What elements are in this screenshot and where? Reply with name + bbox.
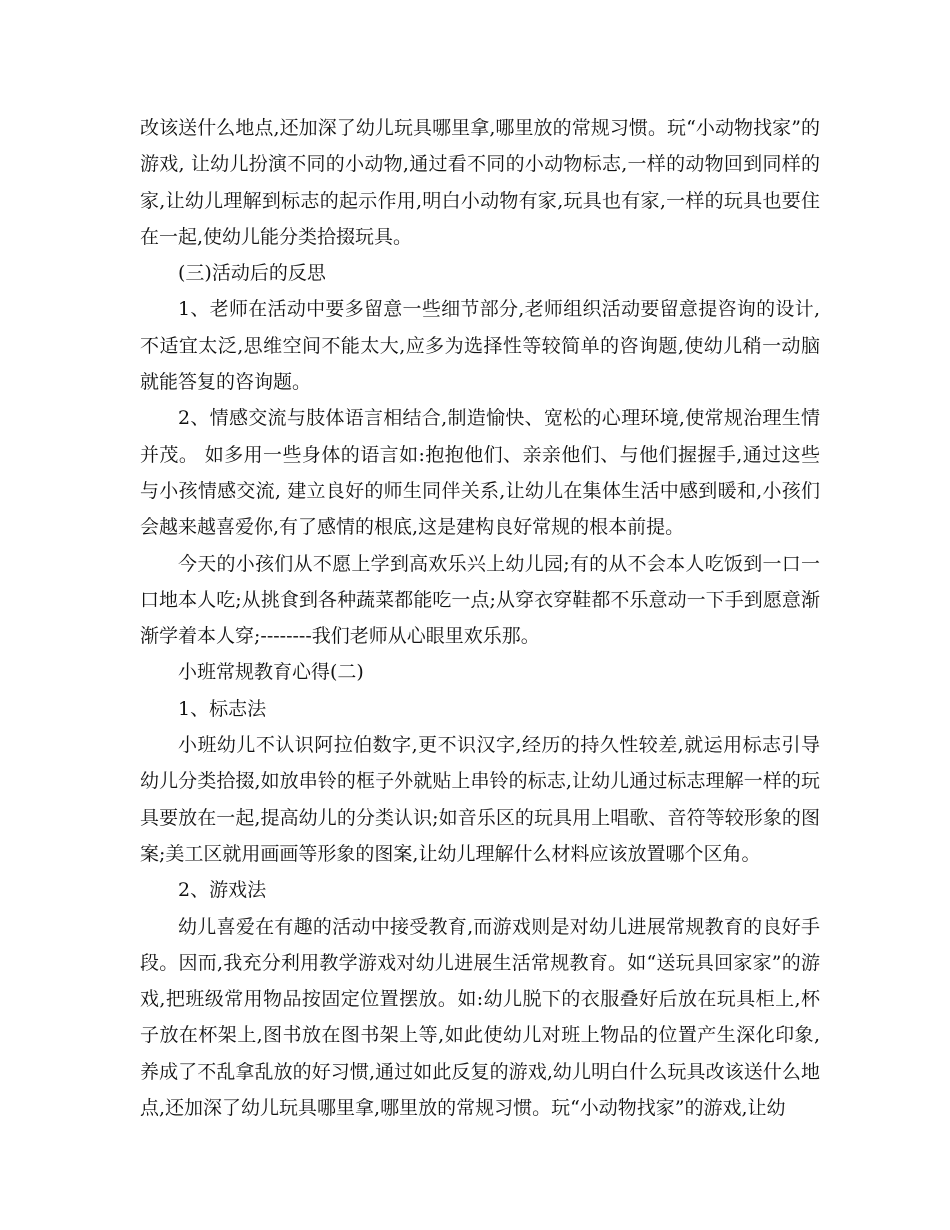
section-heading-part-two: 小班常规教育心得(二) [178,661,364,684]
paragraph-game-method: 幼儿喜爱在有趣的活动中接受教育,而游戏则是对幼儿进展常规教育的良好手段。因而,我充分利用教学游戏对幼儿进展生活常规教育。如“送玩具回家家”的游戏,把班级常用物品按固定位置摆放。如:幼儿脱下的衣服叠好后放在玩具柜上,杯子放在杯架上,图书放在图书架上等,如此使幼儿对班上物品的位置产生深化印象,养成了不乱拿乱放的好习惯,通过如此反复的游戏,幼儿明白什么玩具改该送什么地点,还加深了幼儿玩具哪里拿,哪里放的常规习惯。玩“小动物找家”的游戏,让幼 [140,915,820,1120]
subheading-sign-method: 1、标志法 [178,697,267,720]
paragraph-reflection-2: 2、情感交流与肢体语言相结合,制造愉快、宽松的心理环境,使常规治理生情并茂。 如多用一些身体的语言如:抱抱他们、亲亲他们、与他们握握手,通过这些与小孩情感交流, 建立良好的师生同伴关系,让幼儿在集体生活中感到暖和,小孩们会越来越喜爱你,有了感情的根底,这是建构良好常规的根本前提。 [140,407,820,539]
paragraph-sign-method: 小班幼儿不认识阿拉伯数字,更不识汉字,经历的持久性较差,就运用标志引导幼儿分类拾掇,如放串铃的框子外就贴上串铃的标志,让幼儿通过标志理解一样的玩具要放在一起,提高幼儿的分类认识;如音乐区的玩具用上唱歌、音符等较形象的图案;美工区就用画画等形象的图案,让幼儿理解什么材料应该放置哪个区角。 [140,734,820,865]
section-heading-reflection: (三)活动后的反思 [178,262,326,285]
subheading-game-method: 2、游戏法 [178,879,267,902]
paragraph-continuation: 改该送什么地点,还加深了幼儿玩具哪里拿,哪里放的常规习惯。玩“小动物找家”的游戏, 让幼儿扮演不同的小动物,通过看不同的小动物标志,一样的动物回到同样的家,让幼儿理解到标志的起示作用,明白小动物有家,玩具也有家,一样的玩具也要住在一起,使幼儿能分类拾掇玩具。 [140,117,820,248]
paragraph-today: 今天的小孩们从不愿上学到高欢乐兴上幼儿园;有的从不会本人吃饭到一口一口地本人吃;从挑食到各种蔬菜都能吃一点;从穿衣穿鞋都不乐意动一下手到愿意渐渐学着本人穿;--------我们老师从心眼里欢乐那。 [140,552,820,648]
document-body [140,110,820,1126]
paragraph-reflection-1: 1、老师在活动中要多留意一些细节部分,老师组织活动要留意提咨询的设计,不适宜太泛,思维空间不能太大,应多为选择性等较简单的咨询题,使幼儿稍一动脑就能答复的咨询题。 [140,298,820,394]
